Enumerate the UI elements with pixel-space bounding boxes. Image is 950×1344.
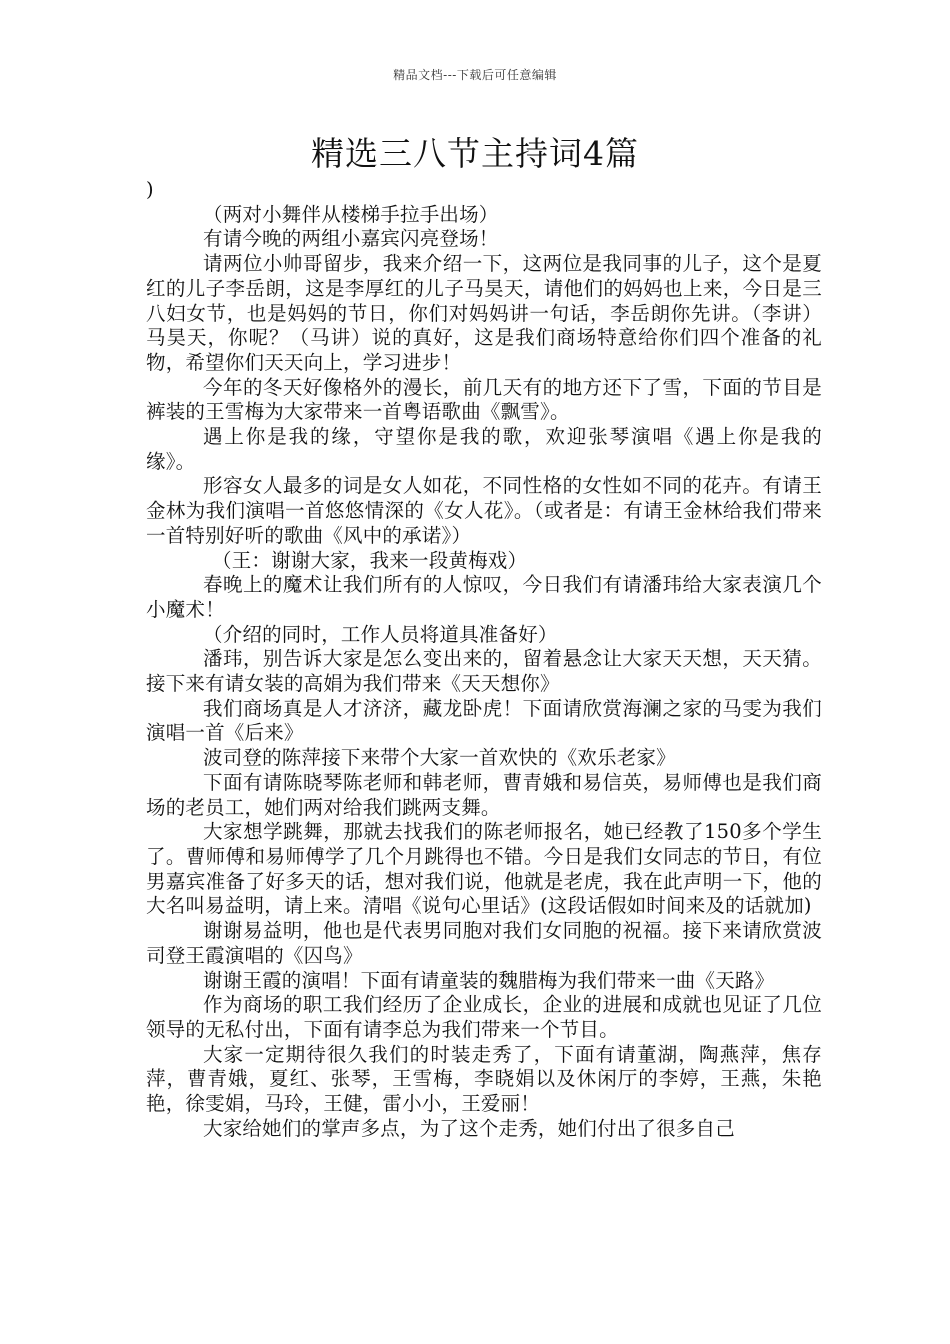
paragraph-14: 大家想学跳舞，那就去找我们的陈老师报名，她已经教了150多个学生了。曹师傅和易师傅学了几个月跳得也不错。今日是我们女同志的节日，有位男嘉宾准备了好多天的话，想对我们说，他就是老虎，我在此声明一下，他的大名叫易益明，请上来。清唱《说句心里话》(这段话假如时间来及的话就加) [146, 820, 822, 918]
paragraph-16: 谢谢王霞的演唱！下面有请童装的魏腊梅为我们带来一曲《天路》 [203, 968, 775, 992]
paragraph-3: 请两位小帅哥留步，我来介绍一下，这两位是我同事的儿子，这个是夏红的儿子李岳朗，这是李厚红的儿子马昊天，请他们的妈妈也上来，今日是三八妇女节，也是妈妈的节日，你们对妈妈讲一句话，李岳朗你先讲。（李讲）马昊天，你呢？（马讲）说的真好，这是我们商场特意给你们四个准备的礼物，希望你们天天向上，学习进步！ [146, 252, 822, 374]
paragraph-8: 春晚上的魔术让我们所有的人惊叹，今日我们有请潘玮给大家表演几个小魔术！ [146, 573, 822, 621]
paragraph-9: （介绍的同时，工作人员将道具准备好） [203, 622, 558, 646]
paragraph-17: 作为商场的职工我们经历了企业成长，企业的进展和成就也见证了几位领导的无私付出，下面有请李总为我们带来一个节目。 [146, 993, 822, 1041]
paragraph-0: ) [146, 178, 154, 201]
paragraph-6: 形容女人最多的词是女人如花，不同性格的女性如不同的花卉。有请王金林为我们演唱一首悠悠情深的《女人花》。（或者是：有请王金林给我们带来一首特别好听的歌曲《风中的承诺》） [146, 474, 822, 547]
paragraph-12: 波司登的陈萍接下来带个大家一首欢快的《欢乐老家》 [203, 746, 676, 770]
paragraph-15: 谢谢易益明，他也是代表男同胞对我们女同胞的祝福。接下来请欣赏波司登王霞演唱的《囚鸟》 [146, 919, 822, 967]
paragraph-10: 潘玮，别告诉大家是怎么变出来的，留着悬念让大家天天想，天天猜。接下来有请女装的高娟为我们带来《天天想你》 [146, 647, 822, 696]
paragraph-11: 我们商场真是人才济济，藏龙卧虎！下面请欣赏海澜之家的马雯为我们演唱一首《后来》 [146, 696, 822, 745]
paragraph-4: 今年的冬天好像格外的漫长，前几天有的地方还下了雪，下面的节目是裤装的王雪梅为大家带来一首粤语歌曲《飘雪》。 [146, 375, 822, 424]
paragraph-2: 有请今晚的两组小嘉宾闪亮登场！ [203, 227, 499, 251]
document-body [146, 178, 822, 1141]
document-title: 精选三八节主持词4篇 [311, 134, 639, 173]
paragraph-13: 下面有请陈晓琴陈老师和韩老师，曹青娥和易信英，易师傅也是我们商场的老员工，她们两对给我们跳两支舞。 [146, 770, 822, 819]
paragraph-1: （两对小舞伴从楼梯手拉手出场） [203, 202, 499, 226]
paragraph-19: 大家给她们的掌声多点，为了这个走秀，她们付出了很多自己 [203, 1116, 735, 1140]
paragraph-7: （王：谢谢大家，我来一段黄梅戏） [212, 548, 528, 572]
paragraph-18: 大家一定期待很久我们的时装走秀了，下面有请董湖，陶燕萍，焦存萍，曹青娥，夏红、张琴，王雪梅，李晓娟以及休闲厅的李婷，王燕，朱艳艳，徐雯娟，马玲，王健，雷小小，王爱丽！ [146, 1042, 822, 1116]
page-header: 精品文档---下载后可任意编辑 [393, 68, 557, 82]
paragraph-5: 遇上你是我的缘，守望你是我的歌，欢迎张琴演唱《遇上你是我的缘》。 [146, 425, 822, 473]
